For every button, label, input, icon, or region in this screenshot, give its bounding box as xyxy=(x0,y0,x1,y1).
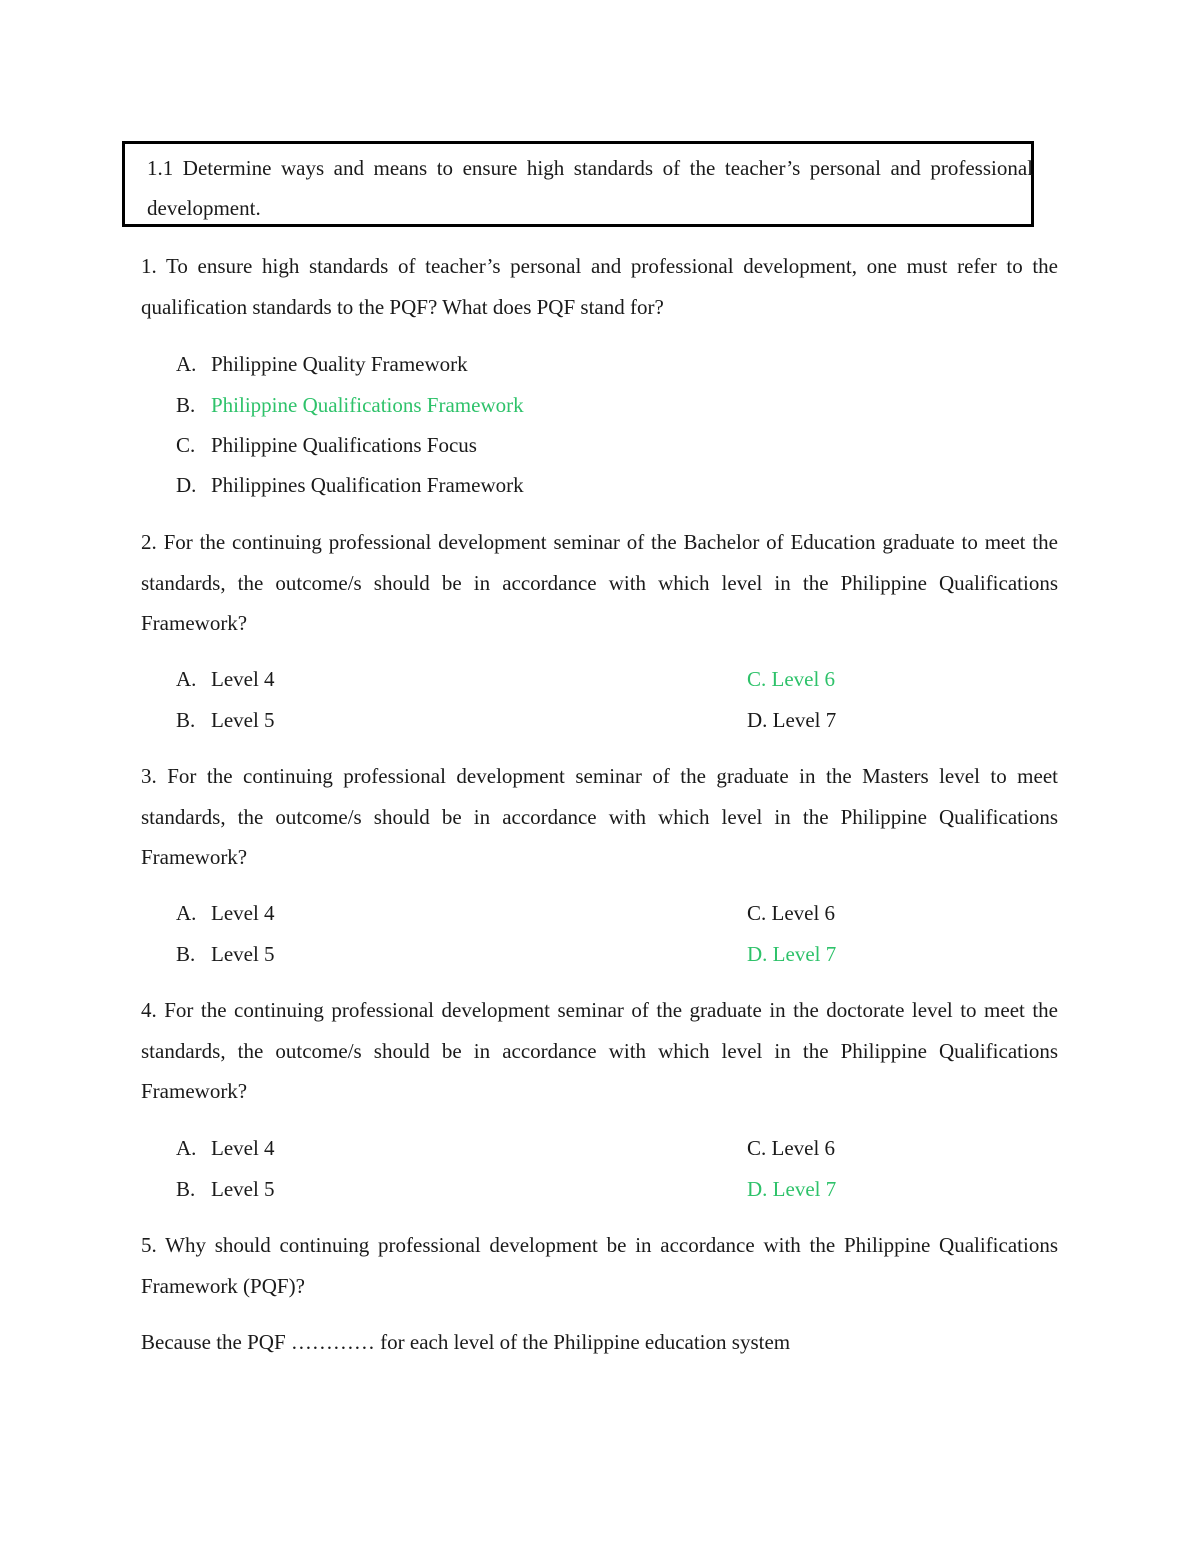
q3-option-d: D. Level 7 xyxy=(747,942,837,966)
option-letter: B. xyxy=(176,708,196,732)
q4-option-a xyxy=(176,1133,275,1163)
option-letter: A. xyxy=(176,667,197,691)
option-text: Philippines Qualification Framework xyxy=(211,473,524,497)
q2-option-b xyxy=(176,705,275,735)
option-text: Philippine Qualifications Focus xyxy=(211,433,477,457)
option-letter: A. xyxy=(176,901,197,925)
q1-option-d xyxy=(176,470,524,500)
option-text: Level 5 xyxy=(211,1177,275,1201)
q3-option-b xyxy=(176,939,275,969)
q2-option-a xyxy=(176,664,275,694)
q2-option-d: D. Level 7 xyxy=(747,708,837,732)
option-letter: B. xyxy=(176,393,196,417)
option-letter: A. xyxy=(176,352,197,376)
option-letter: D. xyxy=(176,473,197,497)
q4-option-d: D. Level 7 xyxy=(747,1177,837,1201)
option-letter: B. xyxy=(176,942,196,966)
option-text: Level 4 xyxy=(211,667,275,691)
question-5-answer: Because the PQF ………… for each level of the Philippine education system xyxy=(141,1330,791,1354)
option-text: Level 5 xyxy=(211,708,275,732)
q3-option-a xyxy=(176,898,275,928)
q1-option-b xyxy=(176,390,524,420)
option-letter: C. xyxy=(176,433,196,457)
q4-option-c: C. Level 6 xyxy=(747,1136,836,1160)
option-letter: A. xyxy=(176,1136,197,1160)
option-text-correct: Philippine Qualifications Framework xyxy=(211,393,524,417)
question-4-text: 4. For the continuing professional development seminar of the graduate in the doctorate level to meet the standards, the outcome/s should be in accordance with which level in the Philippine Qualifications Framework? xyxy=(141,998,1058,1103)
option-text: Philippine Quality Framework xyxy=(211,352,468,376)
question-1-text: 1. To ensure high standards of teacher’s personal and professional development, one must refer to the qualification standards to the PQF? What does PQF stand for? xyxy=(141,254,1058,319)
option-letter: B. xyxy=(176,1177,196,1201)
question-2-text: 2. For the continuing professional development seminar of the Bachelor of Education graduate to meet the standards, the outcome/s should be in accordance with which level in the Philippine Qualifications Framework? xyxy=(141,530,1058,635)
option-text: Level 4 xyxy=(211,901,275,925)
q1-option-c xyxy=(176,430,477,460)
q3-option-c: C. Level 6 xyxy=(747,901,836,925)
question-5-text: 5. Why should continuing professional development be in accordance with the Philippine Qualifications Framework (PQF)? xyxy=(141,1233,1058,1298)
option-text: Level 4 xyxy=(211,1136,275,1160)
q4-option-b xyxy=(176,1174,275,1204)
question-3-text: 3. For the continuing professional development seminar of the graduate in the Masters level to meet standards, the outcome/s should be in accordance with which level in the Philippine Qualifications Framework? xyxy=(141,764,1058,869)
objective-text: 1.1 Determine ways and means to ensure high standards of the teacher’s personal and professional development. xyxy=(147,156,1033,220)
option-text: Level 5 xyxy=(211,942,275,966)
q2-option-c: C. Level 6 xyxy=(747,667,836,691)
q1-option-a xyxy=(176,349,468,379)
